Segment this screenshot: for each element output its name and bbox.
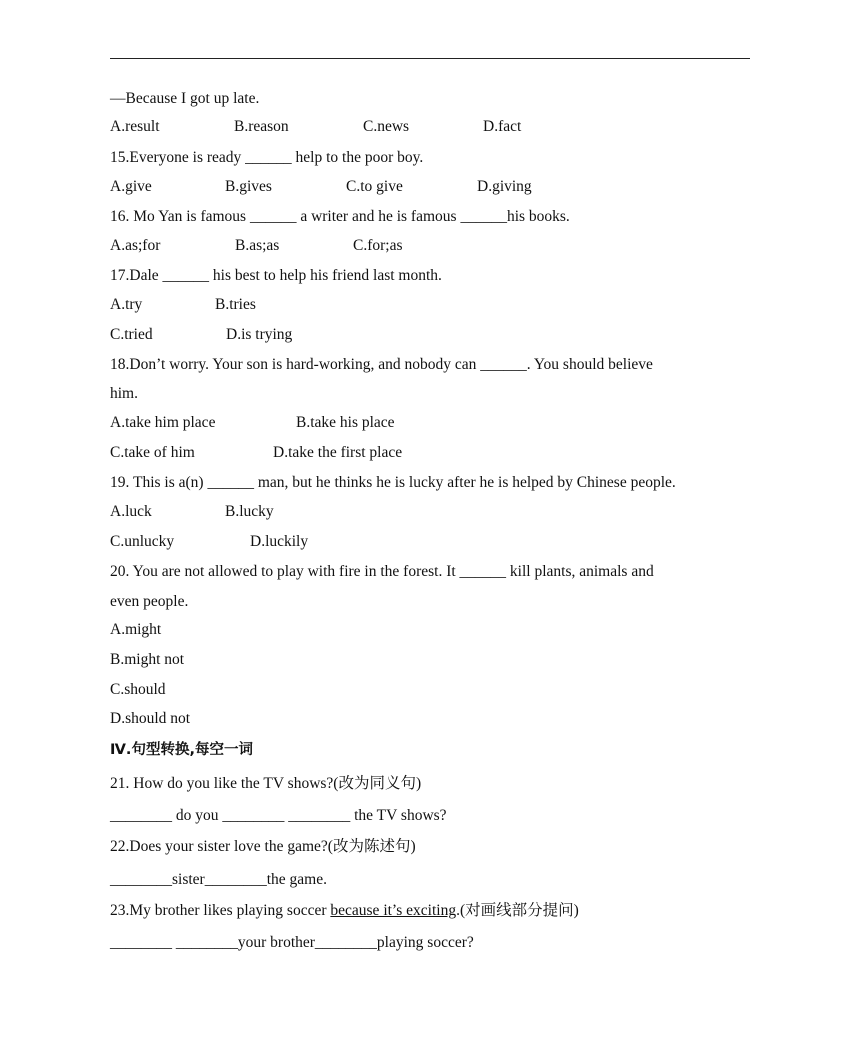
q15-option-d: D.giving [477, 178, 532, 195]
q15-option-a: A.give [110, 178, 152, 195]
q20-question-cont: even people. [110, 593, 189, 610]
q17-question: 17.Dale ______ his best to help his friend last month. [110, 267, 442, 284]
q18-option-d: D.take the first place [273, 444, 403, 461]
q23-question [110, 901, 579, 921]
q16-question: 16. Mo Yan is famous ______ a writer and he is famous ______his books. [110, 208, 570, 225]
q16-option-a: A.as;for [110, 237, 161, 254]
q18-question-cont: him. [110, 385, 138, 402]
q14-answer-line: —Because I got up late. [110, 90, 260, 107]
q19-option-d: D.luckily [250, 533, 309, 550]
q18-question: 18.Don’t worry. Your son is hard-working, and nobody can ______. You should believe [110, 356, 653, 373]
q18-option-c: C.take of him [110, 444, 195, 461]
q17-option-d: D.is trying [226, 326, 293, 343]
q16-option-b: B.as;as [235, 237, 280, 254]
q15-option-b: B.gives [225, 178, 272, 195]
q19-option-b: B.lucky [225, 503, 274, 520]
q20-option-b: B.might not [110, 651, 185, 668]
q15-option-c: C.to give [346, 178, 403, 195]
q14-option-d: D.fact [483, 118, 522, 135]
q18-option-b: B.take his place [296, 414, 395, 431]
section-heading: Ⅳ.句型转换,每空一词 [110, 742, 253, 758]
q22-question: 22.Does your sister love the game?(改为陈述句) [110, 838, 416, 855]
q23-instruction: .(对画线部分提问) [456, 902, 579, 919]
q20-option-c: C.should [110, 681, 166, 698]
q22-blanks: ________sister________the game. [110, 871, 327, 888]
q21-blanks: ________ do you ________ ________ the TV shows? [110, 807, 447, 824]
q16-option-c: C.for;as [353, 237, 403, 254]
q19-option-c: C.unlucky [110, 533, 175, 550]
q23-blanks: ________ ________your brother________playing soccer? [110, 934, 474, 951]
q17-option-c: C.tried [110, 326, 153, 343]
q20-option-a: A.might [110, 621, 162, 638]
q19-option-a: A.luck [110, 503, 152, 520]
q20-question: 20. You are not allowed to play with fire in the forest. It ______ kill plants, animals and [110, 563, 654, 580]
q14-option-a: A.result [110, 118, 160, 135]
q21-question: 21. How do you like the TV shows?(改为同义句) [110, 775, 422, 792]
q23-underlined: because it’s exciting [330, 902, 457, 919]
q17-option-a: A.try [110, 296, 143, 313]
q20-option-d: D.should not [110, 710, 191, 727]
q23-text: 23.My brother likes playing soccer [110, 902, 331, 919]
q14-option-c: C.news [363, 118, 410, 135]
q18-option-a: A.take him place [110, 414, 216, 431]
q15-question: 15.Everyone is ready ______ help to the poor boy. [110, 149, 424, 166]
q17-option-b: B.tries [215, 296, 256, 313]
header-rule [110, 58, 750, 59]
q14-option-b: B.reason [234, 118, 289, 135]
q19-question: 19. This is a(n) ______ man, but he thinks he is lucky after he is helped by Chinese people. [110, 474, 676, 491]
